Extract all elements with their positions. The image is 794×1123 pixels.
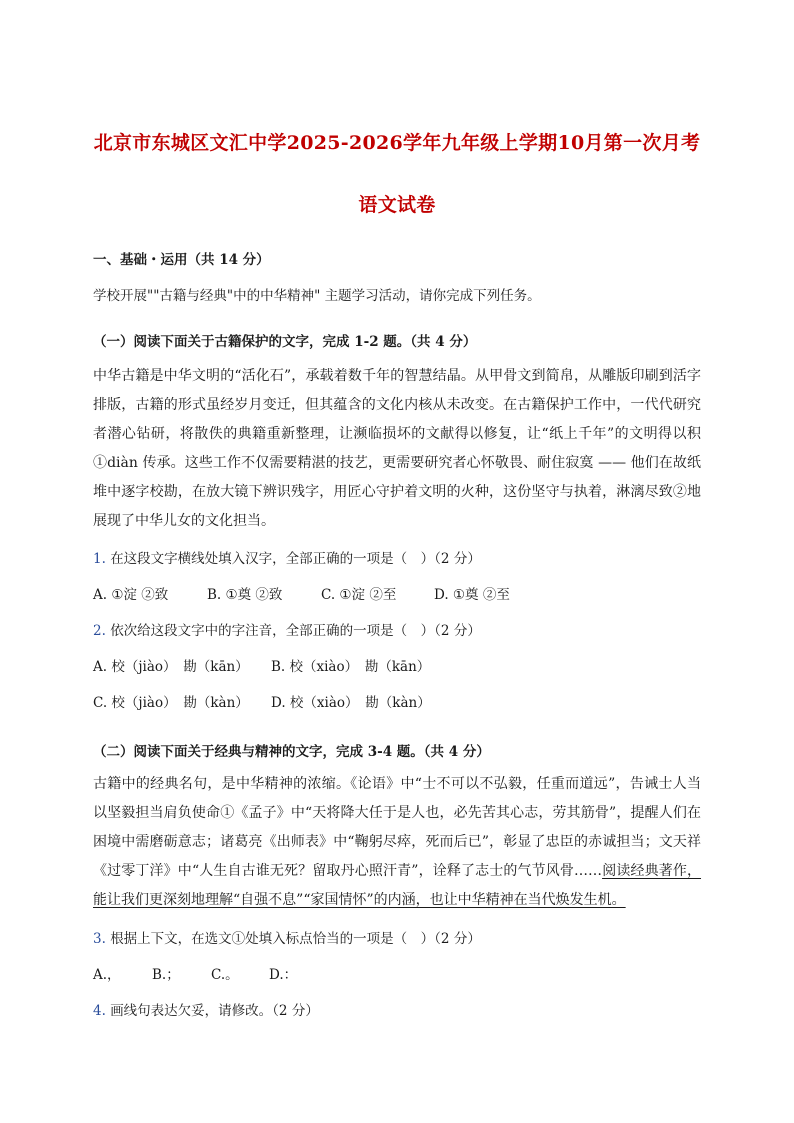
q3-option-b[interactable]: B.； — [152, 967, 180, 983]
question-number: 2. — [93, 623, 106, 639]
question-4 — [93, 999, 319, 1019]
q3-option-d[interactable]: D.： — [269, 967, 298, 983]
question-text: 在这段文字横线处填入汉字，全部正确的一项是（ ）（2 分） — [110, 551, 481, 567]
q1-option-c[interactable]: C. ①淀 ②至 — [321, 587, 397, 603]
question-text: 依次给这段文字中的字注音，全部正确的一项是（ ）（2 分） — [110, 623, 481, 639]
question-1 — [93, 547, 481, 567]
part2-passage — [93, 770, 701, 915]
part1-heading: （一）阅读下面关于古籍保护的文字，完成 1-2 题。（共 4 分） — [93, 334, 477, 350]
underlined-sentence: 阅读经典著作，能让我们更深刻地理解“自强不息”“家国情怀”的内涵，也让中华精神在当代焕发生机。 — [93, 863, 702, 908]
q1-option-a[interactable]: A. ①淀 ②致 — [93, 587, 169, 603]
q2-option-c[interactable]: C. 校（jiào） 勘（kàn） — [93, 695, 249, 711]
part1-passage: 中华古籍是中华文明的“活化石”，承载着数千年的智慧结晶。从甲骨文到简帛，从雕版印刷到活字排版，古籍的形式虽经岁月变迁，但其蕴含的文化内核从未改变。在古籍保护工作中，一代代研究者潜心钻研，将散佚的典籍重新整理，让濒临损坏的文献得以修复，让“纸上千年”的文明得以积①diàn 传承。这些工作不仅需要精湛的技艺，更需要研究者心怀敬畏、耐住寂寞 —— 他们在故纸堆中逐字校勘，在放大镜下辨识残字，用匠心守护着文明的火种，这份坚守与执着，淋漓尽致②地展现了中华儿女的文化担当。 — [93, 368, 701, 529]
passage-text: 古籍中的经典名句，是中华精神的浓缩。《论语》中“士不可以不弘毅，任重而道远”，告诫士人当以坚毅担当肩负使命①《孟子》中“天将降大任于是人也，必先苦其心志，劳其筋骨”，提醒人们在困境中需磨砺意志；诸葛亮《出师表》中“鞠躬尽瘁，死而后已”，彰显了忠臣的赤诚担当；文天祥《过零丁洋》中“人生自古谁无死？留取丹心照汗青”，诠释了志士的气节风骨…… — [93, 776, 701, 879]
q3-option-a[interactable]: A.， — [93, 967, 121, 983]
q2-option-b[interactable]: B. 校（xiào） 勘（kān） — [271, 659, 431, 675]
question-text: 画线句表达欠妥，请修改。（2 分） — [110, 1003, 319, 1019]
section1-heading: 一、基础・运用（共 14 分） — [93, 252, 270, 268]
question-number: 3. — [93, 931, 106, 947]
question-2 — [93, 619, 481, 639]
question-number: 1. — [93, 551, 106, 567]
q2-option-a[interactable]: A. 校（jiào） 勘（kān） — [93, 659, 249, 675]
section1-intro: 学校开展""古籍与经典"中的中华精神" 主题学习活动，请你完成下列任务。 — [93, 288, 541, 304]
q2-option-d[interactable]: D. 校（xiào） 勘（kàn） — [271, 695, 431, 711]
question-number: 4. — [93, 1003, 106, 1019]
part2-heading: （二）阅读下面关于经典与精神的文字，完成 3-4 题。（共 4 分） — [93, 744, 490, 760]
question-text: 根据上下文，在选文①处填入标点恰当的一项是（ ）（2 分） — [110, 931, 481, 947]
exam-title: 北京市东城区文汇中学2025-2026学年九年级上学期10月第一次月考 — [93, 132, 701, 154]
question-3 — [93, 927, 481, 947]
q3-option-c[interactable]: C.。 — [211, 967, 239, 983]
exam-subtitle: 语文试卷 — [358, 194, 436, 216]
q1-option-b[interactable]: B. ①奠 ②致 — [207, 587, 283, 603]
q1-option-d[interactable]: D. ①奠 ②至 — [434, 587, 510, 603]
